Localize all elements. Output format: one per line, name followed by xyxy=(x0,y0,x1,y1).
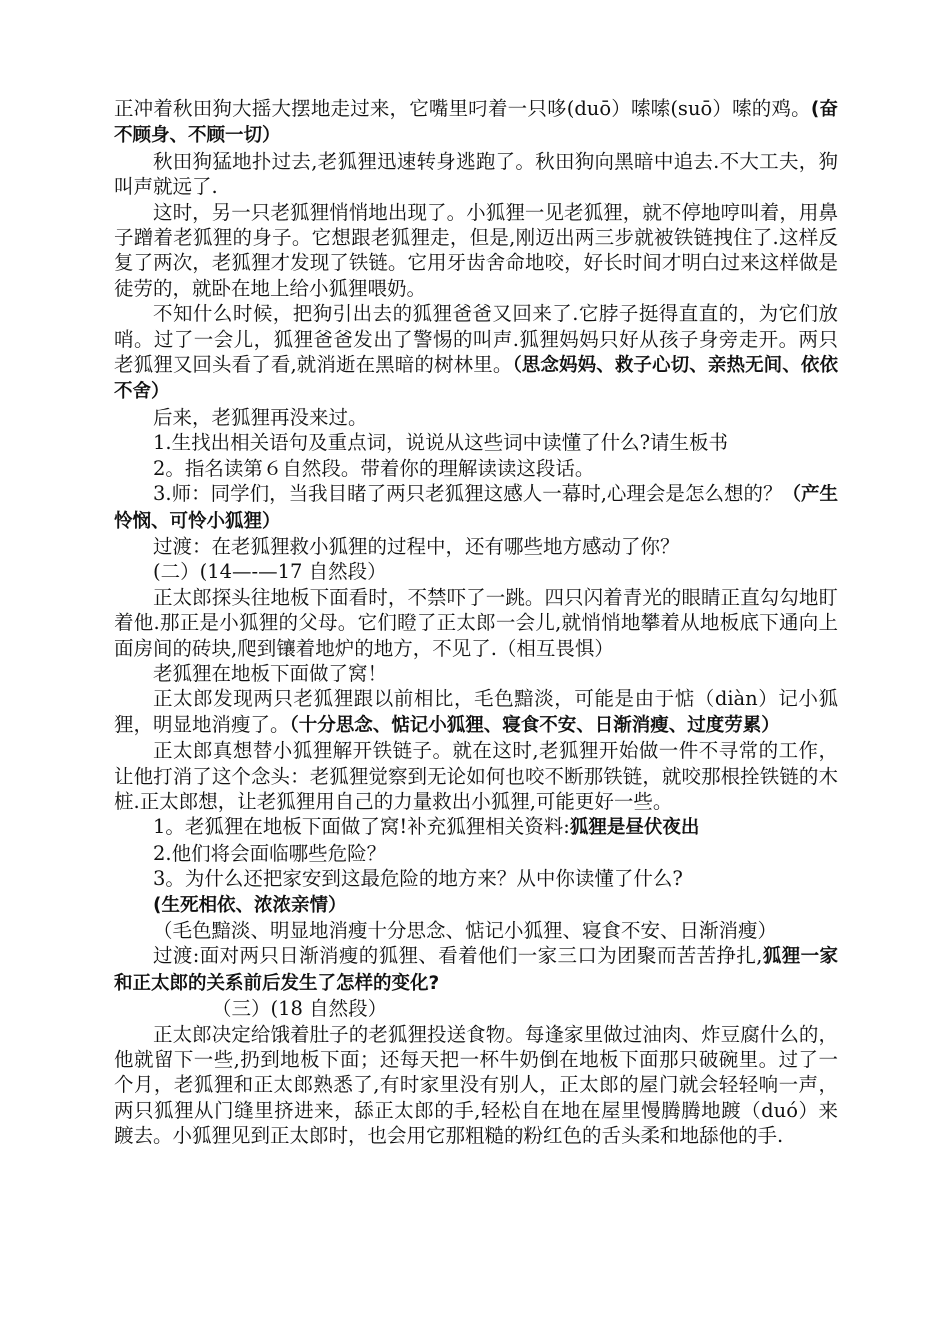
paragraph xyxy=(114,200,838,302)
question-item xyxy=(114,814,838,840)
question-item xyxy=(114,866,838,891)
emphasis-text: 狐狸是昼伏夜出 xyxy=(569,817,700,839)
body-text: 正太郎发现两只老狐狸跟以前相比，毛色黯淡，可能是由于惦（diàn）记小狐狸，明显地消瘦了。 xyxy=(114,687,838,736)
emphasis-text: (生死相依、浓浓亲情） xyxy=(153,894,347,916)
body-text: 过渡：在老狐狸救小狐狸的过程中，还有哪些地方感动了你？ xyxy=(153,534,680,558)
body-text: 这时，另一只老狐狸悄悄地出现了。小狐狸一见老狐狸，就不停地哼叫着，用鼻子蹭着老狐狸的身子。它想跟老狐狸走，但是,刚迈出两三步就被铁链拽住了.这样反复了两次，老狐狸才发现了铁链。它用牙齿舍命地咬，好长时间才明白过来这样做是徒劳的，就卧在地上给小狐狸喂奶。 xyxy=(114,200,838,300)
body-text: 3.师：同学们，当我目睹了两只老狐狸这感人一幕时,心理会是怎么想的？ xyxy=(153,482,783,506)
transition-text xyxy=(114,943,838,996)
body-text: 1.生找出相关语句及重点词，说说从这些词中读懂了什么?请生板书 xyxy=(153,431,729,455)
answer-note xyxy=(114,892,838,918)
answer-note xyxy=(114,918,838,943)
paragraph xyxy=(114,585,838,661)
paragraph xyxy=(114,301,838,405)
paragraph xyxy=(114,661,838,686)
section-heading xyxy=(114,996,838,1021)
question-item xyxy=(114,481,838,534)
document-body xyxy=(114,96,838,1149)
body-text: 过渡:面对两只日渐消瘦的狐狸、看着他们一家三口为团聚而苦苦挣扎, xyxy=(153,944,763,968)
body-text: 后来，老狐狸再没来过。 xyxy=(153,405,368,429)
body-text: 正冲着秋田狗大摇大摆地走过来，它嘴里叼着一只哆(duō）嗦嗦(suō）嗦的鸡。 xyxy=(114,97,811,120)
body-text: 老狐狸在地板下面做了窝！ xyxy=(153,661,388,685)
paragraph xyxy=(114,686,838,738)
emphasis-text: 狐狸一家和正太郎的关系前后发生了怎样的变化? xyxy=(114,946,838,994)
body-text: 2.他们将会面临哪些危险？ xyxy=(153,841,387,865)
question-item xyxy=(114,456,838,481)
body-text: （毛色黯淡、明显地消瘦十分思念、惦记小狐狸、寝食不安、日渐消瘦） xyxy=(153,919,778,942)
transition-text xyxy=(114,534,838,559)
paragraph xyxy=(114,738,838,814)
body-text: 正太郎探头往地板下面看时，不禁吓了一跳。四只闪着青光的眼睛正直勾勾地盯着他.那正是小狐狸的父母。它们瞪了正太郎一会儿,就悄悄地攀着从地板底下通向上面房间的砖块,爬到镶着地炉的地方，不见了.（相互畏惧） xyxy=(114,585,838,660)
body-text: 3。为什么还把家安到这最危险的地方来？从中你读懂了什么? xyxy=(153,867,683,891)
paragraph xyxy=(114,1022,838,1149)
emphasis-text: （产生怜悯、可怜小狐狸） xyxy=(114,484,838,532)
question-item xyxy=(114,841,838,866)
emphasis-text: (奋不顾身、不顾一切） xyxy=(114,99,838,147)
body-text: （三）(18 自然段） xyxy=(212,997,388,1021)
section-heading xyxy=(114,559,838,584)
emphasis-text: （十分思念、惦记小狐狸、寝食不安、日渐消瘦、过度劳累） xyxy=(289,714,780,736)
body-text: 1。老狐狸在地板下面做了窝!补充狐狸相关资料: xyxy=(153,815,570,839)
paragraph xyxy=(114,149,838,200)
paragraph xyxy=(114,405,838,430)
emphasis-text: （思念妈妈、救子心切、亲热无间、依依不舍） xyxy=(114,355,838,403)
body-text: 秋田狗猛地扑过去,老狐狸迅速转身逃跑了。秋田狗向黑暗中追去.不大工夫，狗叫声就远了. xyxy=(114,149,838,199)
body-text: 不知什么时候，把狗引出去的狐狸爸爸又回来了.它脖子挺得直直的，为它们放哨。过了一会儿，狐狸爸爸发出了警惕的叫声.狐狸妈妈只好从孩子身旁走开。两只老狐狸又回头看了看,就消逝在黑暗的树林里。 xyxy=(114,302,838,377)
body-text: (二）(14—-—17 自然段） xyxy=(153,560,387,584)
body-text: 2。指名读第６自然段。带着你的理解读读这段话。 xyxy=(153,456,595,480)
body-text: 正太郎决定给饿着肚子的老狐狸投送食物。每逢家里做过油肉、炸豆腐什么的，他就留下一些,扔到地板下面；还每天把一杯牛奶倒在地板下面那只破碗里。过了一个月，老狐狸和正太郎熟悉了,有时家里没有别人，正太郎的屋门就会轻轻响一声，两只狐狸从门缝里挤进来，舔正太郎的手,轻松自在地在屋里慢腾腾地踱（duó）来踱去。小狐狸见到正太郎时，也会用它那粗糙的粉红色的舌头柔和地舔他的手. xyxy=(114,1022,838,1148)
body-text: 正太郎真想替小狐狸解开铁链子。就在这时,老狐狸开始做一件不寻常的工作，让他打消了这个念头：老狐狸觉察到无论如何也咬不断那铁链，就咬那根拴铁链的木桩.正太郎想，让老狐狸用自己的力量救出小狐狸,可能更好一些。 xyxy=(114,739,838,813)
paragraph xyxy=(114,96,838,149)
question-item xyxy=(114,430,838,455)
